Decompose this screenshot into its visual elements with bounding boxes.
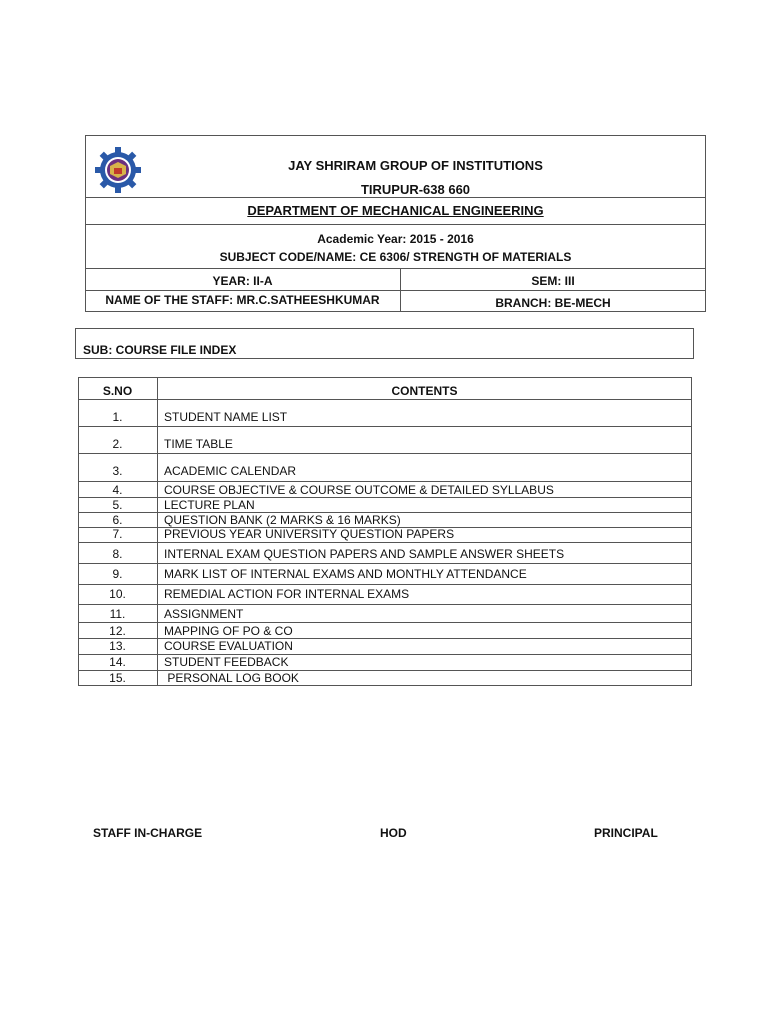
course-file-index-label: SUB: COURSE FILE INDEX xyxy=(83,343,237,357)
row-content: REMEDIAL ACTION FOR INTERNAL EXAMS xyxy=(164,587,410,601)
row-content: ASSIGNMENT xyxy=(164,607,244,621)
row-sno: 8. xyxy=(112,547,123,561)
table-row-divider xyxy=(78,481,692,482)
header-divider xyxy=(85,290,706,291)
row-content: LECTURE PLAN xyxy=(164,498,255,512)
branch-label: BRANCH: BE-MECH xyxy=(495,296,611,310)
header-divider xyxy=(85,224,706,225)
row-sno: 7. xyxy=(112,527,123,541)
row-sno: 9. xyxy=(112,567,123,581)
column-header-contents: CONTENTS xyxy=(391,384,458,398)
row-sno: 5. xyxy=(112,498,123,512)
row-sno: 6. xyxy=(112,513,123,527)
row-content: ACADEMIC CALENDAR xyxy=(164,464,297,478)
row-sno: 14. xyxy=(109,655,126,669)
row-content: PERSONAL LOG BOOK xyxy=(164,671,299,685)
principal-signature: PRINCIPAL xyxy=(594,826,658,840)
row-sno: 1. xyxy=(112,410,123,424)
column-header-sno: S.NO xyxy=(102,384,133,398)
row-sno: 2. xyxy=(112,437,123,451)
row-content: MAPPING OF PO & CO xyxy=(164,624,293,638)
table-row-divider xyxy=(78,622,692,623)
row-content: INTERNAL EXAM QUESTION PAPERS AND SAMPLE ANSWER SHEETS xyxy=(164,547,565,561)
institution-name: JAY SHRIRAM GROUP OF INSTITUTIONS xyxy=(288,158,543,173)
row-sno: 15. xyxy=(109,671,126,685)
table-column-divider xyxy=(157,377,158,686)
row-content: QUESTION BANK (2 MARKS & 16 MARKS) xyxy=(164,513,401,527)
row-content: COURSE OBJECTIVE & COURSE OUTCOME & DETAILED SYLLABUS xyxy=(164,483,554,497)
academic-year: Academic Year: 2015 - 2016 xyxy=(317,232,474,246)
year-label: YEAR: II-A xyxy=(212,274,273,288)
table-row-divider xyxy=(78,563,692,564)
table-row-divider xyxy=(78,399,692,400)
row-sno: 12. xyxy=(109,624,126,638)
department-name: DEPARTMENT OF MECHANICAL ENGINEERING xyxy=(247,203,544,218)
row-sno: 4. xyxy=(112,483,123,497)
row-sno: 10. xyxy=(109,587,126,601)
row-sno: 11. xyxy=(109,607,126,621)
subject-code-name: SUBJECT CODE/NAME: CE 6306/ STRENGTH OF MATERIALS xyxy=(219,250,572,264)
row-content: COURSE EVALUATION xyxy=(164,639,293,653)
semester-label: SEM: III xyxy=(531,274,575,288)
header-divider xyxy=(85,197,706,198)
table-row-divider xyxy=(78,584,692,585)
row-content: STUDENT NAME LIST xyxy=(164,410,288,424)
institution-location: TIRUPUR-638 660 xyxy=(360,182,471,197)
row-content: MARK LIST OF INTERNAL EXAMS AND MONTHLY ATTENDANCE xyxy=(164,567,527,581)
row-content: STUDENT FEEDBACK xyxy=(164,655,289,669)
row-content: PREVIOUS YEAR UNIVERSITY QUESTION PAPERS xyxy=(164,527,455,541)
staff-name: NAME OF THE STAFF: MR.C.SATHEESHKUMAR xyxy=(105,293,380,307)
table-row-divider xyxy=(78,604,692,605)
table-row-divider xyxy=(78,426,692,427)
table-row-divider xyxy=(78,453,692,454)
hod-signature: HOD xyxy=(380,826,407,840)
row-content: TIME TABLE xyxy=(164,437,233,451)
staff-in-charge-signature: STAFF IN-CHARGE xyxy=(93,826,203,840)
header-divider xyxy=(85,268,706,269)
table-row-divider xyxy=(78,542,692,543)
row-sno: 13. xyxy=(109,639,126,653)
row-sno: 3. xyxy=(112,464,123,478)
